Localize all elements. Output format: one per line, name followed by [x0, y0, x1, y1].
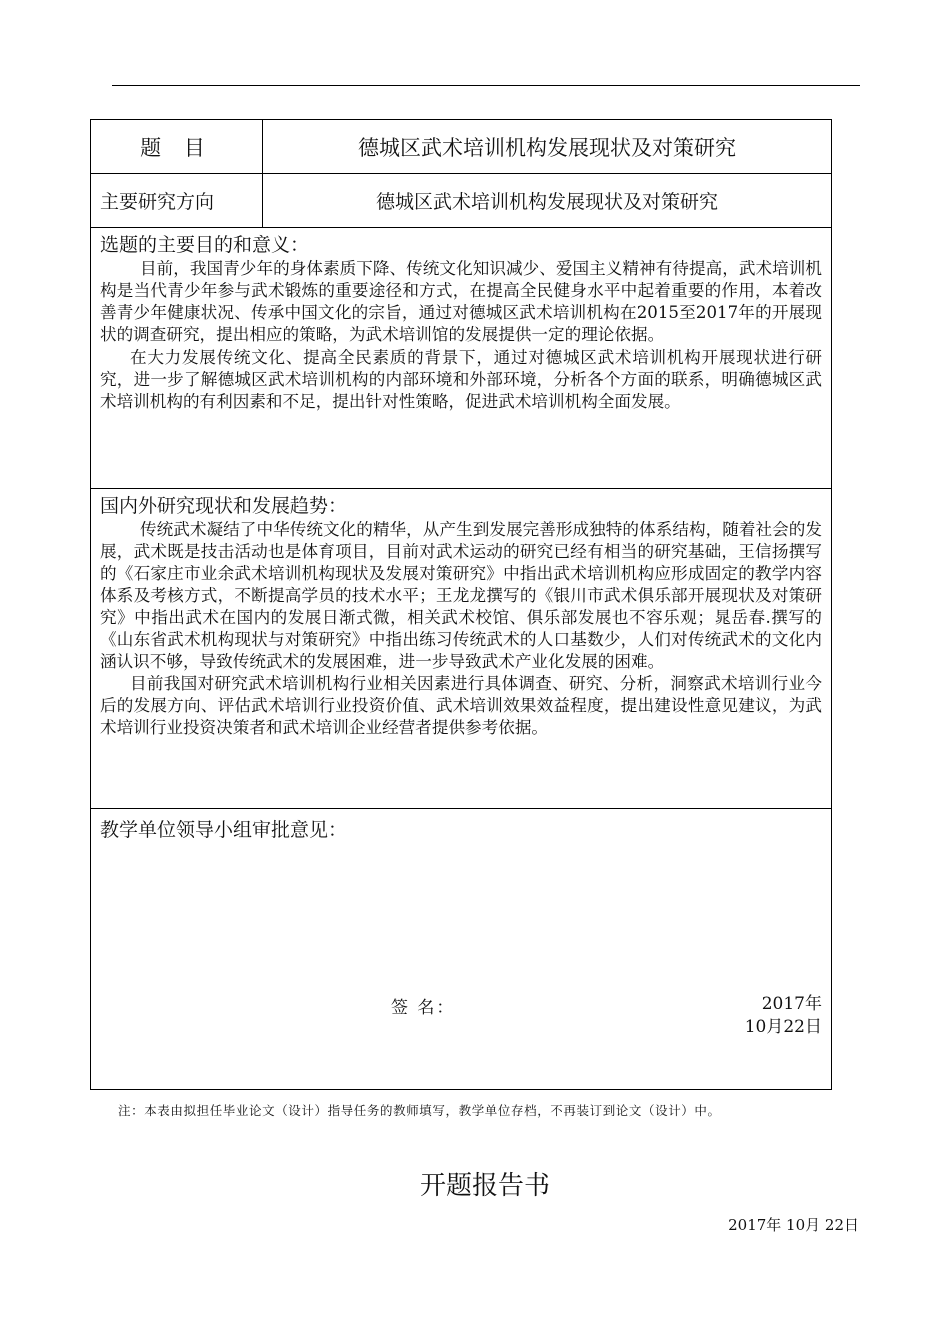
research-paragraph-2: 目前我国对研究武术培训机构行业相关因素进行具体调查、研究、分析，洞察武术培训行业今后的发展方向、评估武术培训行业投资价值、武术培训效果效益程度，提出建设性意见建议，为武术培训行业投资决策者和武术培训企业经营者提供参考依据。: [100, 674, 822, 737]
signature-label: 签 名：: [391, 998, 456, 1018]
research-paragraph-1: 传统武术凝结了中华传统文化的精华，从产生到发展完善形成独特的体系结构，随着社会的发展，武术既是技击活动也是体育项目，目前对武术运动的研究已经有相当的研究基础，王信扬撰写的《石家庄市业余武术培训机构现状及发展对策研究》中指出武术培训机构应形成固定的教学内容体系及考核方式，不断提高学员的技术水平；王龙龙撰写的《银川市武术俱乐部开展现状及对策研究》中指出武术在国内的发展日渐式微，相关武术校馆、俱乐部发展也不容乐观；晁岳春.撰写的《山东省武术机构现状与对策研究》中指出练习传统武术的人口基数少，人们对传统武术的文化内涵认识不够，导致传统武术的发展困难，进一步导致武术产业化发展的困难。: [100, 520, 822, 671]
page-title: 开题报告书: [419, 1171, 550, 1201]
purpose-title: 选题的主要目的和意义：: [100, 234, 310, 256]
topic-label: 题 目: [91, 120, 263, 173]
footnote: 注：本表由拟担任毕业论文（设计）指导任务的教师填写，教学单位存档，不再装订到论文（设计）中。: [118, 1103, 721, 1118]
approval-month-day: 10月22日: [744, 1017, 822, 1037]
direction-value: 德城区武术培训机构发展现状及对策研究: [375, 191, 718, 213]
direction-row: [91, 174, 831, 228]
page-date: 2017年 10月 22日: [728, 1216, 859, 1234]
approval-title: 教学单位领导小组审批意见：: [100, 819, 348, 841]
purpose-paragraph-2: 在大力发展传统文化、提高全民素质的背景下，通过对德城区武术培训机构开展现状进行研究，进一步了解德城区武术培训机构的内部环境和外部环境，分析各个方面的联系，明确德城区武术培训机构的有利因素和不足，提出针对性策略，促进武术培训机构全面发展。: [100, 348, 822, 411]
approval-section: [91, 809, 831, 1091]
purpose-section: [91, 228, 831, 489]
research-status-section: [91, 489, 831, 809]
topic-row: [91, 120, 831, 174]
purpose-paragraph-1: 目前，我国青少年的身体素质下降、传统文化知识减少、爱国主义精神有待提高，武术培训机构是当代青少年参与武术锻炼的重要途径和方式，在提高全民健身水平中起着重要的作用，本着改善青少年健康状况、传承中国文化的宗旨，通过对德城区武术培训机构在2015至2017年的开展现状的调查研究，提出相应的策略，为武术培训馆的发展提供一定的理论依据。: [100, 259, 822, 344]
approval-date: [745, 993, 822, 1039]
proposal-form-table: [90, 119, 832, 1090]
topic-value: 德城区武术培训机构发展现状及对策研究: [358, 135, 736, 160]
research-status-title: 国内外研究现状和发展趋势：: [100, 495, 348, 517]
direction-label: 主要研究方向: [91, 174, 263, 227]
approval-year: 2017年: [761, 994, 822, 1014]
header-rule: [112, 85, 860, 86]
